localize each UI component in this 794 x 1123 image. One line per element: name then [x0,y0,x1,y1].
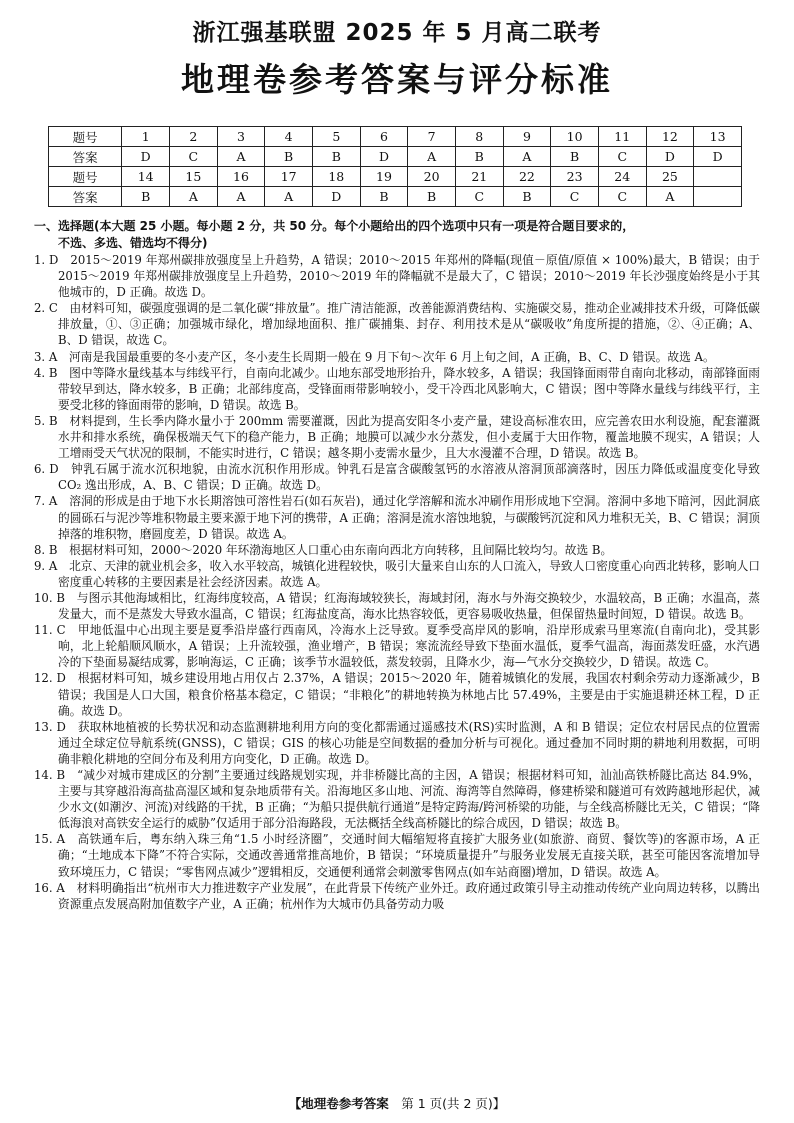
answer-table-cell: D [122,147,170,167]
answer-table-row [49,167,742,187]
answer-table-cell: 19 [360,167,408,187]
document-title: 地理卷参考答案与评分标准 [181,60,613,99]
answer-table-row [49,187,742,207]
answer-table-cell: A [265,187,313,207]
answer-table-row-label: 答案 [49,187,122,207]
answer-table-cell: C [598,187,646,207]
footer-page: 第 1 页(共 2 页)】 [401,1096,506,1111]
explanations [34,252,760,912]
section-heading [34,218,764,252]
answer-table-cell: D [360,147,408,167]
answer-table-cell: A [217,147,265,167]
answer-table-cell: 7 [408,127,456,147]
answer-table-cell: 11 [598,127,646,147]
answer-table-cell: A [646,187,694,207]
answer-table-cell: 25 [646,167,694,187]
question-explanation: 9. A 北京、天津的就业机会多，收入水平较高，城镇化进程较快，吸引大量来自山东的人口流入，导致人口密度重心向西北转移，影响人口密度重心转移的主要因素是社会经济因素。故选 A。 [34,558,760,589]
answer-table-cell: 20 [408,167,456,187]
answer-table-cell: B [503,187,551,207]
question-explanation: 15. A 高铁通车后，粤东纳入珠三角“1.5 小时经济圈”，交通时间大幅缩短将直接扩大服务业(如旅游、商贸、餐饮等)的客源市场，A 正确；“土地成本下降”不符合实际，交通改善通常推高地价，B 错误；“环境质量提升”与服务业发展无直接关联，甚至可能因客流增加导致环境压力，C 错误；“零售网点减少”逻辑相反，交通便利通常会刺激零售网点(如车站商圈)增加，D 错误。故选 A。 [34,832,760,879]
answer-table-cell: 24 [598,167,646,187]
answer-table-cell: 2 [170,127,218,147]
question-explanation: 7. A 溶洞的形成是由于地下水长期溶蚀可溶性岩石(如石灰岩)，通过化学溶解和流水冲刷作用形成地下空洞。溶洞中多地下暗河，因此洞底的圆砾石与泥沙等堆积物最主要来源于地下河的携带，A 正确；溶洞是流水溶蚀地貌，与碳酸钙沉淀和风力堆积无关，B、C 错误；洞顶掉落的堆积物，磨圆度差，D 错误。故选 A。 [34,494,760,541]
question-explanation: 4. B 图中等降水量线基本与纬线平行，自南向北减少。山地东部受地形抬升，降水较多，A 错误；我国锋面雨带自南向北移动，南部锋面雨带较早到达，降水较多，B 正确；北部纬度高，受锋面雨带影响较小，受干冷西北风影响大，C 错误；图中等降水量线与纬线平行，主要受北移的锋面雨带的影响，D 错误。故选 B。 [34,365,760,412]
answer-table [48,126,742,207]
answer-table-row [49,127,742,147]
page-footer [0,1094,794,1112]
question-explanation: 8. B 根据材料可知，2000～2020 年环渤海地区人口重心由东南向西北方向转移，且间隔比较均匀。故选 B。 [34,542,613,557]
question-explanation: 6. D 钟乳石属于流水沉积地貌，由流水沉积作用形成。钟乳石是富含碳酸氢钙的水溶液从溶洞顶部滴落时，因压力降低或温度变化导致 CO₂ 逸出形成，A、B、C 错误；D 正确。故选 D。 [34,462,760,493]
answer-table-cell: 17 [265,167,313,187]
answer-table-cell: 22 [503,167,551,187]
answer-table-cell [694,187,742,207]
answer-table-row [49,147,742,167]
answer-table-cell: 18 [312,167,360,187]
answer-table-row-label: 答案 [49,147,122,167]
answer-table-cell: B [265,147,313,167]
answer-table-cell: A [170,187,218,207]
question-explanation: 5. B 材料提到，生长季内降水量小于 200mm 需要灌溉，因此为提高安阳冬小麦产量，建设高标准农田，应完善农田水利设施，配套灌溉水井和排水系统，确保极端天气下的稳产能力，B 正确；地膜可以减少水分蒸发，但小麦属于大田作物，覆盖地膜不现实，A 错误；人工增雨受天气状况的限制，不能实时进行，C 错误；越冬期小麦需水量少，且大水漫灌不合理，D 错误。故选 B。 [34,413,760,461]
answer-table-cell: B [551,147,599,167]
question-explanation: 2. C 由材料可知，碳强度强调的是二氧化碳“排放量”。推广清洁能源，改善能源消费结构、实施碳交易，推动企业减排技术升级，可降低碳排放量，①、③正确；加强城市绿化，增加绿地面积、推广碳捕集、封存、利用技术是从“碳吸收”角度所提的措施，②、④正确；A、B、D 错误，故选 C。 [34,301,760,348]
answer-table-row-label: 题号 [49,127,122,147]
question-explanation: 1. D 2015～2019 年郑州碳排放强度呈上升趋势，A 错误；2010～2015 年郑州的降幅(现值－原值/原值 × 100%)最大，B 错误；由于 2015～2019 年郑州碳排放强度呈上升趋势，2010～2019 年的降幅就不是最大了，C 错误；2010～2019 年长沙强度始终是小于其他城市的，D 正确。故选 D。 [34,253,760,300]
answer-table-cell: A [217,187,265,207]
answer-table-cell: D [694,147,742,167]
answer-table-cell: 12 [646,127,694,147]
question-explanation: 11. C 甲地低温中心出现主要是夏季沿岸盛行西南风，冷海水上泛导致。夏季受高岸风的影响，沿岸形成索马里寒流(自南向北)，受其影响，北上轮船顺风顺水，A 错误；上升流较强，渔业增产，B 错误；寒流流经导致下垫面水温低，夏季气温高，海面蒸发旺盛，水汽遇冷的下垫面易凝结成雾，影响海运，C 正确；该季节水温较低，蒸发较弱，且降水少，海—气水分交换较少，D 错误。故选 C。 [34,623,760,670]
answer-table-cell: C [170,147,218,167]
answer-table-cell: 15 [170,167,218,187]
question-explanation: 16. A 材料明确指出“杭州市大力推进数字产业发展”，在此背景下传统产业外迁。政府通过政策引导主动推动传统产业向周边转移，以腾出资源重点发展高附加值数字产业，A 正确；杭州作为大城市仍具备劳动力吸 [34,880,760,911]
answer-table-cell: 16 [217,167,265,187]
answer-table-cell: B [360,187,408,207]
exam-title: 浙江强基联盟 2025 年 5 月高二联考 [192,20,602,46]
answer-table-cell [694,167,742,187]
answer-table-cell: A [408,147,456,167]
answer-table-cell: 5 [312,127,360,147]
answer-table-cell: 14 [122,167,170,187]
question-explanation: 3. A 河南是我国最重要的冬小麦产区，冬小麦生长周期一般在 9 月下旬～次年 6 月上旬之间，A 正确，B、C、D 错误。故选 A。 [34,349,715,364]
question-explanation: 14. B “减少对城市建成区的分割”主要通过线路规划实现，并非桥隧比高的主因，A 错误；根据材料可知，汕汕高铁桥隧比高达 84.9%，主要与其穿越沿海高盐高湿区域和复杂地质带有关。沿海地区多山地、河流、海湾等自然障碍，修建桥梁和隧道可有效跨越地形起伏，减少水文(如潮汐、河流)对线路的干扰，B 正确；“为船只提供航行通道”是特定跨海/跨河桥梁的功能，与全线高桥隧比无关，C 错误；“降低海浪对高铁安全运行的威胁”仅适用于部分沿海路段，无法概括全线高桥隧比的综合成因，D 错误；故选 B。 [34,768,760,831]
answer-table-cell: A [503,147,551,167]
answer-table-cell: 21 [455,167,503,187]
answer-table-cell: 6 [360,127,408,147]
answer-table-cell: B [455,147,503,167]
answer-table-cell: C [598,147,646,167]
answer-table-cell: C [551,187,599,207]
answer-table-cell: 13 [694,127,742,147]
answer-table-cell: 3 [217,127,265,147]
question-explanation: 10. B 与图示其他海域相比，红海纬度较高，A 错误；红海海域较狭长，海域封闭，海水与外海交换较少，水温较高，B 正确；水温高，蒸发量大，而不是蒸发大导致水温高，C 错误；红海盐度高，海水比热容较低，更容易吸收热量，但保留热量时间短，D 错误。故选 B。 [34,590,760,622]
footer-subject: 【地理卷参考答案 [288,1096,389,1111]
answer-table-cell: 23 [551,167,599,187]
answer-table-cell: D [646,147,694,167]
section-heading-line2: 不选、多选、错选均不得分) [58,236,208,250]
answer-table-cell: B [122,187,170,207]
answer-table-cell: 4 [265,127,313,147]
answer-table-cell: B [312,147,360,167]
answer-table-cell: C [455,187,503,207]
section-heading-line1: 一、选择题(本大题 25 小题。每小题 2 分，共 50 分。每个小题给出的四个选项中只有一项是符合题目要求的， [34,219,635,233]
answer-table-cell: D [312,187,360,207]
question-explanation: 13. D 获取林地植被的长势状况和动态监测耕地利用方向的变化都需通过遥感技术(RS)实时监测，A 和 B 错误；定位农村居民点的位置需通过全球定位导航系统(GNSS)，C 错误；GIS 的核心功能是空间数据的叠加分析与可视化。通过叠加不同时期的耕地利用数据，可明确非粮化耕地的空间分布及利用方向变化，D 正确。故选 D。 [34,719,760,766]
answer-table-cell: 8 [455,127,503,147]
answer-table-cell: 9 [503,127,551,147]
answer-table-row-label: 题号 [49,167,122,187]
answer-table-cell: 10 [551,127,599,147]
question-explanation: 12. D 根据材料可知，城乡建设用地占用仅占 2.37%，A 错误；2015～2020 年，随着城镇化的发展，我国农村剩余劳动力逐渐减少，B 错误；我国是人口大国，粮食价格基本稳定，C 错误；“非粮化”的耕地转换为林地占比 57.49%，主要是由于实施退耕还林工程，D 正确。故选 D。 [34,671,760,718]
answer-table-cell: B [408,187,456,207]
answer-table-cell: 1 [122,127,170,147]
